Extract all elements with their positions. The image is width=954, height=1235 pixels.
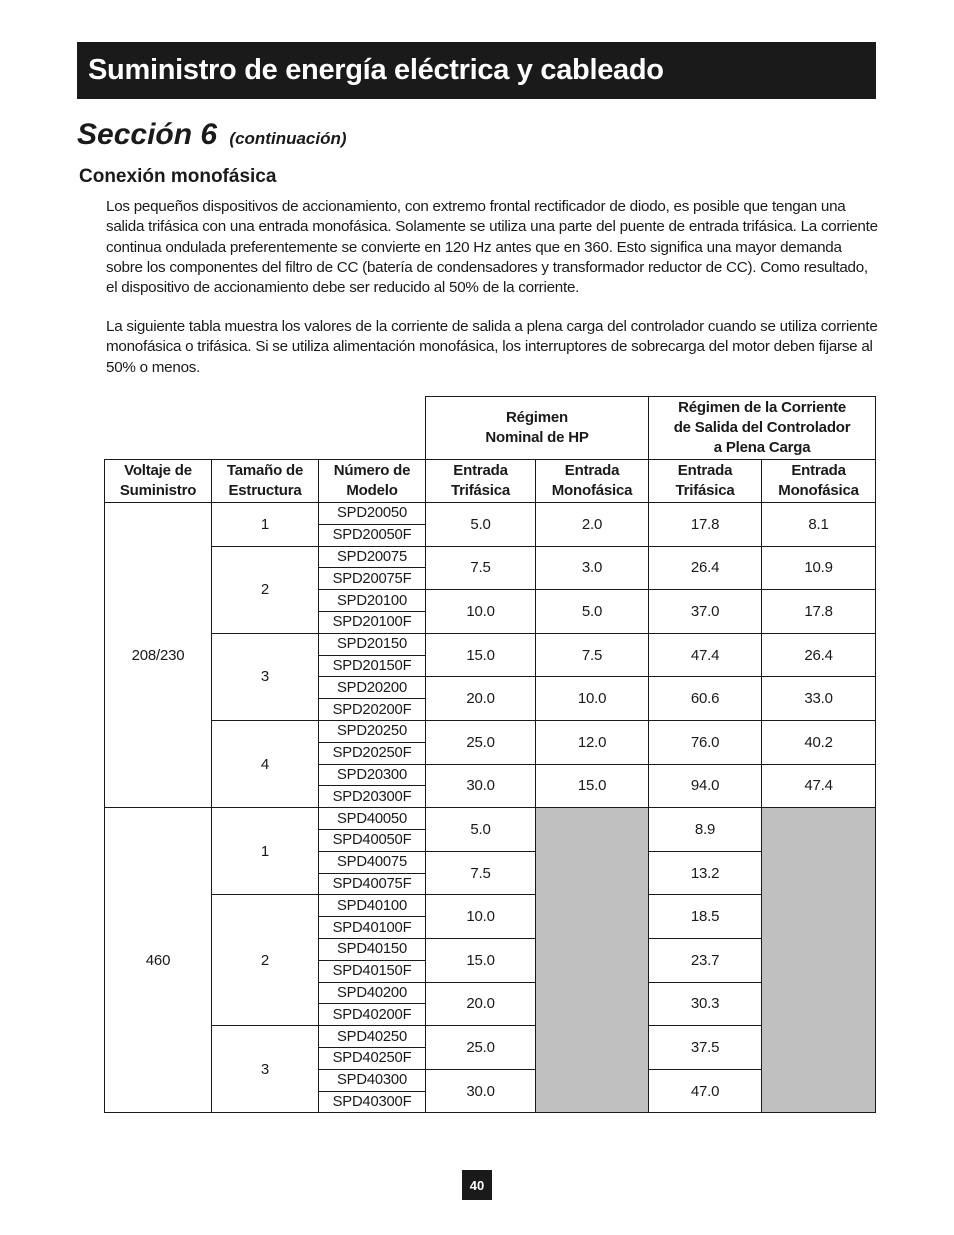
model-number-cell: SPD40200F — [319, 1004, 426, 1026]
current-three-phase-cell: 8.9 — [649, 808, 762, 852]
model-number-cell: SPD20200 — [319, 677, 426, 699]
model-number-cell: SPD20300 — [319, 764, 426, 786]
current-single-phase-cell: 17.8 — [762, 590, 876, 634]
current-three-phase-cell: 13.2 — [649, 851, 762, 895]
hp-three-phase-cell: 15.0 — [426, 938, 536, 982]
current-three-phase-cell: 94.0 — [649, 764, 762, 808]
table-row — [105, 633, 876, 655]
current-three-phase-cell: 26.4 — [649, 546, 762, 590]
current-three-phase-cell: 47.4 — [649, 633, 762, 677]
hp-single-phase-cell: 2.0 — [536, 503, 649, 547]
model-number-cell: SPD40050 — [319, 808, 426, 830]
hp-three-phase-cell: 20.0 — [426, 982, 536, 1026]
page-header-banner — [77, 42, 876, 99]
body-paragraph-1: Los pequeños dispositivos de accionamiento, con extremo frontal rectificador de diodo, es posible que tengan una salida trifásica con una entrada monofásica. Solamente se utiliza una parte del puente de entrada trifásica. La corriente continua ondulada preferentemente se convierte en 120 Hz antes que en 360. Esto significa una mayor demanda sobre los componentes del filtro de CC (batería de condensadores y transformador reductor de CC). Como resultado, el dispositivo de accionamiento debe ser reducido al 50% de la corriente. — [106, 198, 878, 297]
current-three-phase-cell: 37.5 — [649, 1026, 762, 1070]
page-header-title: Suministro de energía eléctrica y cableado — [88, 54, 664, 86]
model-number-cell: SPD20050 — [319, 503, 426, 525]
table-row — [105, 720, 876, 742]
hp-three-phase-cell: 25.0 — [426, 1026, 536, 1070]
group-header-current: Régimen de la Corriente de Salida del Controlador a Plena Carga — [649, 397, 876, 460]
hp-single-phase-cell: 7.5 — [536, 633, 649, 677]
current-three-phase-cell: 37.0 — [649, 590, 762, 634]
current-three-phase-cell: 76.0 — [649, 720, 762, 764]
current-three-phase-cell: 23.7 — [649, 938, 762, 982]
section-continuation: (continuación) — [229, 129, 347, 148]
hp-single-phase-cell: 10.0 — [536, 677, 649, 721]
model-number-cell: SPD40200 — [319, 982, 426, 1004]
model-number-cell: SPD20300F — [319, 786, 426, 808]
current-three-phase-cell: 47.0 — [649, 1069, 762, 1113]
model-number-cell: SPD40075F — [319, 873, 426, 895]
ratings-table — [104, 396, 876, 1113]
column-header-hp-three-phase: Entrada Trifásica — [426, 460, 536, 503]
hp-three-phase-cell: 10.0 — [426, 895, 536, 939]
current-three-phase-cell: 30.3 — [649, 982, 762, 1026]
hp-three-phase-cell: 10.0 — [426, 590, 536, 634]
frame-size-cell: 2 — [212, 895, 319, 1026]
hp-three-phase-cell: 25.0 — [426, 720, 536, 764]
column-header-current-single-phase: Entrada Monofásica — [762, 460, 876, 503]
model-number-cell: SPD40100 — [319, 895, 426, 917]
model-number-cell: SPD40100F — [319, 917, 426, 939]
model-number-cell: SPD20150 — [319, 633, 426, 655]
table-row — [105, 1026, 876, 1048]
model-number-cell: SPD20150F — [319, 655, 426, 677]
current-three-phase-cell: 18.5 — [649, 895, 762, 939]
hp-three-phase-cell: 20.0 — [426, 677, 536, 721]
voltage-cell: 460 — [105, 808, 212, 1113]
current-single-phase-cell: 10.9 — [762, 546, 876, 590]
table-row — [105, 546, 876, 568]
model-number-cell: SPD20100 — [319, 590, 426, 612]
hp-three-phase-cell: 7.5 — [426, 851, 536, 895]
frame-size-cell: 4 — [212, 720, 319, 807]
frame-size-cell: 1 — [212, 808, 319, 895]
model-number-cell: SPD20050F — [319, 524, 426, 546]
current-single-phase-cell: 33.0 — [762, 677, 876, 721]
frame-size-cell: 2 — [212, 546, 319, 633]
hp-single-phase-cell: 15.0 — [536, 764, 649, 808]
subsection-title: Conexión monofásica — [79, 166, 277, 187]
column-header-model: Número de Modelo — [319, 460, 426, 503]
hp-three-phase-cell: 5.0 — [426, 503, 536, 547]
model-number-cell: SPD40150 — [319, 938, 426, 960]
hp-three-phase-cell: 30.0 — [426, 1069, 536, 1113]
hp-three-phase-cell: 15.0 — [426, 633, 536, 677]
model-number-cell: SPD20250 — [319, 720, 426, 742]
frame-size-cell: 3 — [212, 1026, 319, 1113]
header-blank-cell — [105, 397, 426, 460]
model-number-cell: SPD40300F — [319, 1091, 426, 1113]
hp-single-phase-cell: 12.0 — [536, 720, 649, 764]
column-header-hp-single-phase: Entrada Monofásica — [536, 460, 649, 503]
model-number-cell: SPD40250 — [319, 1026, 426, 1048]
table-row — [105, 808, 876, 830]
model-number-cell: SPD20100F — [319, 611, 426, 633]
section-title: Sección 6 — [77, 118, 218, 151]
current-single-phase-cell: 26.4 — [762, 633, 876, 677]
model-number-cell: SPD40150F — [319, 960, 426, 982]
current-three-phase-cell: 60.6 — [649, 677, 762, 721]
current-single-phase-cell: 8.1 — [762, 503, 876, 547]
table-row — [105, 503, 876, 525]
hp-single-phase-cell: 3.0 — [536, 546, 649, 590]
hp-three-phase-cell: 5.0 — [426, 808, 536, 852]
table-row — [105, 895, 876, 917]
hp-three-phase-cell: 30.0 — [426, 764, 536, 808]
column-header-voltage: Voltaje de Suministro — [105, 460, 212, 503]
current-single-phase-cell: 47.4 — [762, 764, 876, 808]
frame-size-cell: 1 — [212, 503, 319, 547]
current-single-phase-unavailable — [762, 808, 876, 1113]
model-number-cell: SPD40300 — [319, 1069, 426, 1091]
model-number-cell: SPD40250F — [319, 1047, 426, 1069]
page-number: 40 — [462, 1170, 492, 1200]
model-number-cell: SPD40075 — [319, 851, 426, 873]
current-three-phase-cell: 17.8 — [649, 503, 762, 547]
body-paragraph-2: La siguiente tabla muestra los valores de la corriente de salida a plena carga del controlador cuando se utiliza corriente monofásica o trifásica. Si se utiliza alimentación monofásica, los interruptores de sobrecarga del motor deben fijarse al 50% o menos. — [106, 318, 878, 376]
model-number-cell: SPD20250F — [319, 742, 426, 764]
group-header-hp: Régimen Nominal de HP — [426, 397, 649, 460]
current-single-phase-cell: 40.2 — [762, 720, 876, 764]
hp-single-phase-unavailable — [536, 808, 649, 1113]
model-number-cell: SPD20200F — [319, 699, 426, 721]
hp-three-phase-cell: 7.5 — [426, 546, 536, 590]
model-number-cell: SPD20075 — [319, 546, 426, 568]
column-header-frame: Tamaño de Estructura — [212, 460, 319, 503]
model-number-cell: SPD20075F — [319, 568, 426, 590]
section-heading — [77, 118, 347, 152]
hp-single-phase-cell: 5.0 — [536, 590, 649, 634]
model-number-cell: SPD40050F — [319, 829, 426, 851]
frame-size-cell: 3 — [212, 633, 319, 720]
column-header-current-three-phase: Entrada Trifásica — [649, 460, 762, 503]
voltage-cell: 208/230 — [105, 503, 212, 808]
